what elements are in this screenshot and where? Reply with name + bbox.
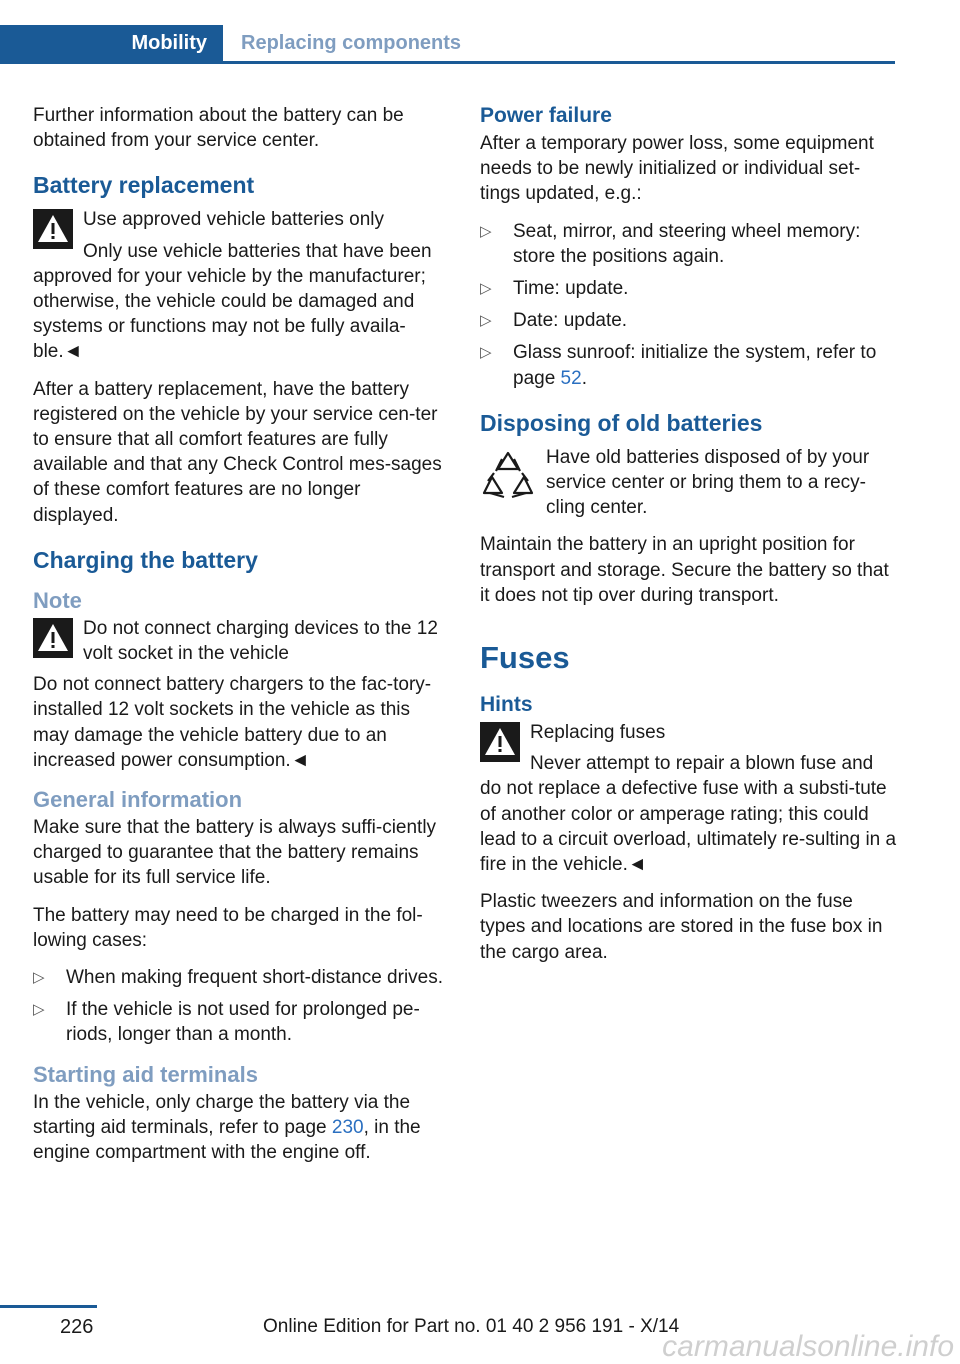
warning-triangle-icon: [480, 722, 520, 762]
warning-triangle-icon: [33, 618, 73, 658]
battery-registration-paragraph: After a battery replacement, have the battery registered on the vehicle by your service cen-ter to ensure that all comfort features are fully available and that any Check Control mes-sages of these comfort features are no longer displayed.: [33, 378, 442, 526]
subsection-tab-replacing-components[interactable]: Replacing components: [241, 32, 462, 54]
heading-charging-battery: Charging the battery: [33, 546, 258, 573]
bullet-icon: ▷: [480, 344, 492, 362]
warning-text: Do not connect battery chargers to the fac-tory-installed 12 volt sockets in the vehicle as this may damage the vehicle battery due to an increased power consumption.◄: [33, 674, 432, 771]
list-item: ▷ Time: update.: [480, 276, 898, 301]
list-item: ▷ Seat, mirror, and steering wheel memory: store the positions again.: [480, 220, 861, 267]
warning-title: Do not connect charging devices to the 12 volt socket in the vehicle: [83, 617, 438, 665]
bullet-icon: ▷: [480, 280, 492, 298]
page-link-52[interactable]: 52: [560, 367, 582, 389]
warning-triangle-icon: [33, 209, 73, 249]
warning-text: Never attempt to repair a blown fuse and do not replace a defective fuse with a substi-tute of another color or amperage rating; this could lead to a circuit overload, ultimately re-sulting in a fire in the vehicle.◄: [480, 753, 897, 876]
heading-fuses: Fuses: [480, 640, 570, 676]
bullet-icon: ▷: [480, 222, 492, 240]
page-link-230[interactable]: 230: [331, 1116, 364, 1138]
warning-charging: [33, 616, 451, 773]
warning-text: Only use vehicle batteries that have been approved for your vehicle by the manufacturer; otherwise, the vehicle could be damaged and systems or functions may not be fully availa-ble.◄: [33, 240, 432, 363]
heading-disposing-batteries: Disposing of old batteries: [480, 409, 763, 436]
recycle-text: Have old batteries disposed of by your service center or bring them to a recy-cling center.: [546, 446, 870, 519]
terminals-paragraph: In the vehicle, only charge the battery via the starting aid terminals, refer to page 230, in the engine compartment with the engine off.: [33, 1091, 421, 1164]
footer-divider: [0, 1305, 97, 1308]
bullet-icon: ▷: [33, 969, 45, 987]
heading-battery-replacement: Battery replacement: [33, 172, 255, 199]
general-paragraph-2: The battery may need to be charged in the fol-lowing cases:: [33, 904, 423, 951]
warning-title: Use approved vehicle batteries only: [83, 209, 385, 231]
recycle-icon: [480, 447, 536, 503]
right-column: [480, 103, 898, 977]
section-tab-mobility[interactable]: Mobility: [0, 25, 223, 61]
power-failure-list: [480, 219, 898, 391]
list-item: ▷ Glass sunroof: initialize the system, refer to page 52.: [480, 342, 877, 389]
edition-note: Online Edition for Part no. 01 40 2 956 191 - X/14: [263, 1316, 680, 1337]
left-column: [33, 103, 451, 1177]
bullet-icon: ▷: [480, 312, 492, 330]
list-item: ▷ Date: update.: [480, 308, 898, 333]
list-item: ▷ When making frequent short-distance drives.: [33, 965, 451, 990]
heading-hints: Hints: [480, 693, 533, 717]
warning-battery-replacement: [33, 207, 451, 364]
heading-power-failure: Power failure: [480, 104, 612, 127]
recycle-notice: [480, 445, 898, 521]
warning-fuses: [480, 720, 898, 877]
charging-cases-list: [33, 965, 451, 1048]
fuse-box-paragraph: Plastic tweezers and information on the fuse types and locations are stored in the fuse box in the cargo area.: [480, 891, 883, 963]
list-item: ▷ If the vehicle is not used for prolonged pe-riods, longer than a month.: [33, 999, 420, 1046]
intro-paragraph: Further information about the battery can be obtained from your service center.: [33, 105, 404, 152]
disposing-paragraph: Maintain the battery in an upright position for transport and storage. Secure the battery so that it does not tip over during transport.: [480, 534, 889, 606]
power-failure-intro: After a temporary power loss, some equipment needs to be newly initialized or individual set-tings updated, e.g.:: [480, 133, 874, 205]
general-paragraph-1: Make sure that the battery is always suffi-ciently charged to guarantee that the battery remains usable for its full service life.: [33, 817, 437, 889]
warning-title: Replacing fuses: [530, 722, 666, 744]
page-header: [0, 25, 895, 64]
bullet-icon: ▷: [33, 1001, 45, 1019]
heading-general-information: General information: [33, 787, 243, 813]
page-number: 226: [60, 1316, 94, 1338]
heading-note: Note: [33, 587, 82, 613]
watermark: carmanualsonline.info: [662, 1330, 954, 1363]
heading-starting-aid-terminals: Starting aid terminals: [33, 1061, 258, 1087]
